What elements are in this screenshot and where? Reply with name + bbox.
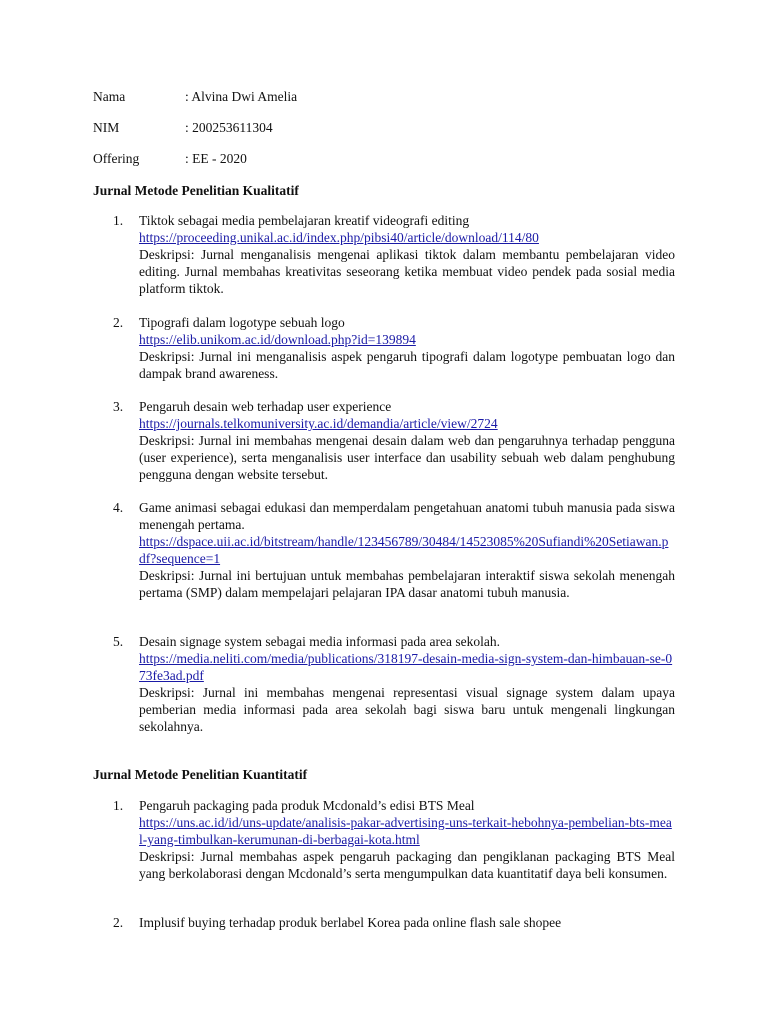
list-item: [113, 212, 675, 297]
item-number: 5.: [113, 634, 124, 649]
quantitative-heading: Jurnal Metode Penelitian Kuantitatif: [93, 767, 308, 782]
item-description: Deskripsi: Jurnal ini bertujuan untuk membahas pembelajaran interaktif siswa sekolah menengah pertama (SMP) dalam mempelajari pelajaran IPA dasar anatomi tubuh manusia.: [139, 568, 675, 600]
item-description: Deskripsi: Jurnal ini menganalisis aspek pengaruh tipografi dalam logotype pembuatan logo dan dampak brand awareness.: [139, 349, 675, 381]
item-number: 1.: [113, 213, 124, 228]
item-title: Implusif buying terhadap produk berlabel Korea pada online flash sale shopee: [139, 915, 562, 930]
item-title: Desain signage system sebagai media informasi pada area sekolah.: [139, 634, 500, 649]
nim-value: : 200253611304: [185, 120, 273, 135]
item-number: 4.: [113, 500, 124, 515]
journal-link[interactable]: https://proceeding.unikal.ac.id/index.php/pibsi40/article/download/114/80: [139, 230, 539, 245]
list-item: [113, 914, 675, 931]
item-number: 2.: [113, 315, 124, 330]
item-number: 3.: [113, 399, 124, 414]
item-number: 2.: [113, 915, 124, 930]
item-description: Deskripsi: Jurnal ini membahas mengenai desain dalam web dan pengaruhnya terhadap pengguna (user experience), serta menganalisis user interface dan usability sebuah web dalam penghubung pengguna dengan website tersebut.: [139, 433, 675, 482]
journal-link[interactable]: https://uns.ac.id/id/uns-update/analisis-pakar-advertising-uns-terkait-hebohnya-pembelian-bts-meal-yang-timbulkan-kerumunan-di-berbagai-kota.html: [139, 815, 672, 847]
item-title: Pengaruh desain web terhadap user experience: [139, 399, 392, 414]
name-value: : Alvina Dwi Amelia: [185, 89, 298, 104]
list-item: [113, 499, 675, 601]
journal-link[interactable]: https://media.neliti.com/media/publications/318197-desain-media-sign-system-dan-himbauan-se-073fe3ad.pdf: [139, 651, 673, 683]
list-item: [113, 633, 675, 735]
item-description: Deskripsi: Jurnal membahas aspek pengaruh packaging dan pengiklanan packaging BTS Meal yang berkolaborasi dengan Mcdonald’s serta mengumpulkan data kuantitatif daya beli konsumen.: [139, 849, 675, 881]
item-title: Tipografi dalam logotype sebuah logo: [139, 315, 345, 330]
item-title: Pengaruh packaging pada produk Mcdonald’s edisi BTS Meal: [139, 798, 475, 813]
item-title: Game animasi sebagai edukasi dan memperdalam pengetahuan anatomi tubuh manusia pada siswa menengah pertama.: [139, 500, 675, 532]
nim-label: NIM: [93, 120, 120, 135]
offering-value: : EE - 2020: [185, 151, 247, 166]
list-item: [113, 797, 675, 882]
item-number: 1.: [113, 798, 124, 813]
item-title: Tiktok sebagai media pembelajaran kreatif videografi editing: [139, 213, 470, 228]
journal-link[interactable]: https://elib.unikom.ac.id/download.php?id=139894: [139, 332, 416, 347]
item-description: Deskripsi: Jurnal menganalisis mengenai aplikasi tiktok dalam membantu pembelajaran video editing. Jurnal membahas kreativitas seseorang ketika membuat video pendek pada sosial media platform tiktok.: [139, 247, 675, 296]
list-item: [113, 398, 675, 483]
offering-label: Offering: [93, 151, 140, 166]
item-description: Deskripsi: Jurnal ini membahas mengenai representasi visual signage system dalam upaya pemberian media informasi pada area sekolah bagi siswa baru untuk mengenali lingkungan sekolahnya.: [139, 685, 675, 734]
journal-link[interactable]: https://dspace.uii.ac.id/bitstream/handle/123456789/30484/14523085%20Sufiandi%20Setiawan.pdf?sequence=1: [139, 534, 669, 566]
name-label: Nama: [93, 89, 126, 104]
journal-link[interactable]: https://journals.telkomuniversity.ac.id/demandia/article/view/2724: [139, 416, 498, 431]
list-item: [113, 314, 675, 382]
qualitative-heading: Jurnal Metode Penelitian Kualitatif: [93, 183, 299, 198]
